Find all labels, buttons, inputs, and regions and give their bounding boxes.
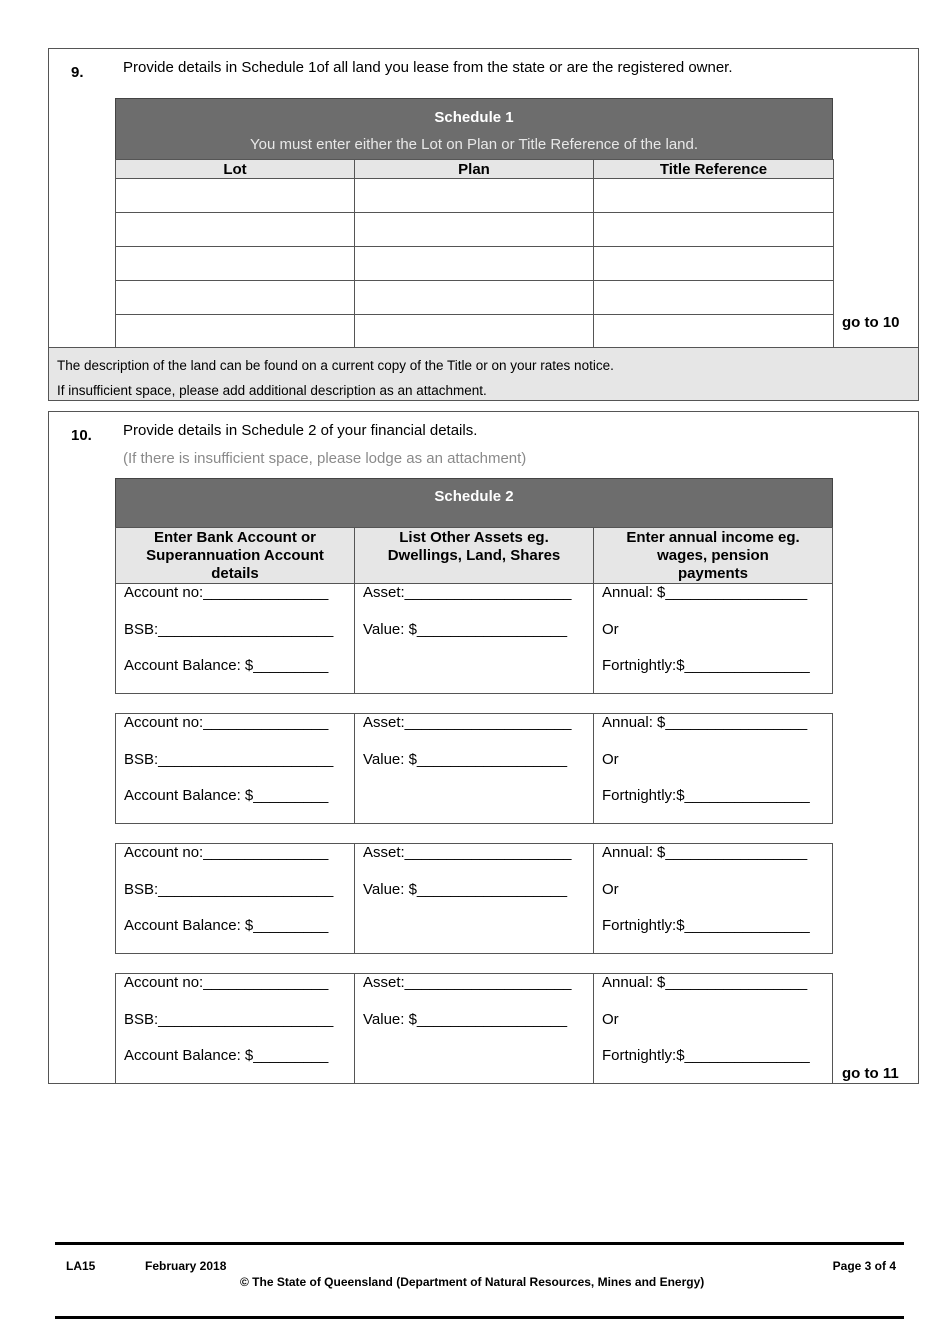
income-cell [594, 974, 832, 1083]
account-number-field[interactable]: Account no:_______________ [124, 714, 329, 731]
income-cell [594, 844, 832, 953]
asset-field[interactable]: Asset:____________________ [363, 844, 572, 861]
question-10-subtext: (If there is insufficient space, please lodge as an attachment) [123, 450, 527, 467]
question-10-number: 10. [71, 427, 92, 444]
land-description-note [48, 347, 919, 401]
asset-value-field[interactable]: Value: $__________________ [363, 620, 568, 638]
table-header-row [116, 160, 834, 179]
fortnightly-income-field[interactable]: Fortnightly:$_______________ [602, 1047, 810, 1064]
title-reference-input-5[interactable] [594, 315, 834, 349]
goto-10-instruction: go to 10 [842, 314, 900, 331]
or-label: Or [602, 620, 619, 638]
table-row [116, 315, 834, 349]
financial-details-block-2 [115, 713, 833, 824]
bsb-field[interactable]: BSB:_____________________ [124, 880, 334, 898]
fortnightly-income-field[interactable]: Fortnightly:$_______________ [602, 787, 810, 804]
note-line-2: If insufficient space, please add additional description as an attachment. [57, 383, 487, 398]
financial-details-block-1 [115, 583, 833, 694]
or-label: Or [602, 880, 619, 898]
annual-income-field[interactable]: Annual: $_________________ [602, 584, 808, 601]
annual-income-field[interactable]: Annual: $_________________ [602, 714, 808, 731]
footer-bottom-rule [55, 1316, 904, 1319]
schedule-1-table [115, 159, 834, 349]
schedule-1-title: Schedule 1 [434, 109, 514, 126]
asset-field[interactable]: Asset:____________________ [363, 974, 572, 991]
other-assets-cell [355, 844, 594, 953]
column-header-bank-account: Enter Bank Account or Superannuation Account details [115, 527, 355, 584]
form-code: LA15 [66, 1259, 96, 1273]
annual-income-field[interactable]: Annual: $_________________ [602, 974, 808, 991]
bsb-field[interactable]: BSB:_____________________ [124, 620, 334, 638]
other-assets-cell [355, 974, 594, 1083]
table-row [116, 247, 834, 281]
or-label: Or [602, 1010, 619, 1028]
fortnightly-income-field[interactable]: Fortnightly:$_______________ [602, 657, 810, 674]
table-row [116, 281, 834, 315]
bank-account-cell [116, 974, 355, 1083]
asset-field[interactable]: Asset:____________________ [363, 714, 572, 731]
question-9-text: Provide details in Schedule 1of all land you lease from the state or are the registered owner. [123, 59, 733, 76]
plan-input-2[interactable] [355, 213, 594, 247]
title-reference-input-4[interactable] [594, 281, 834, 315]
account-balance-field[interactable]: Account Balance: $_________ [124, 917, 329, 934]
question-10-text: Provide details in Schedule 2 of your financial details. [123, 422, 478, 439]
lot-input-4[interactable] [116, 281, 355, 315]
form-date: February 2018 [145, 1259, 227, 1273]
fortnightly-income-field[interactable]: Fortnightly:$_______________ [602, 917, 810, 934]
income-cell [594, 714, 832, 823]
asset-value-field[interactable]: Value: $__________________ [363, 880, 568, 898]
or-label: Or [602, 750, 619, 768]
schedule-2-header [115, 478, 833, 528]
bank-account-cell [116, 714, 355, 823]
page-number: Page 3 of 4 [832, 1259, 896, 1273]
plan-input-1[interactable] [355, 179, 594, 213]
schedule-1-subtitle: You must enter either the Lot on Plan or Title Reference of the land. [249, 136, 699, 153]
plan-input-4[interactable] [355, 281, 594, 315]
account-number-field[interactable]: Account no:_______________ [124, 844, 329, 861]
lot-input-5[interactable] [116, 315, 355, 349]
schedule-1-header [115, 98, 833, 160]
asset-value-field[interactable]: Value: $__________________ [363, 1010, 568, 1028]
schedule-2-title: Schedule 2 [434, 488, 514, 505]
title-reference-input-1[interactable] [594, 179, 834, 213]
bsb-field[interactable]: BSB:_____________________ [124, 750, 334, 768]
note-line-1: The description of the land can be found on a current copy of the Title or on your rates notice. [57, 358, 614, 373]
column-header-other-assets: List Other Assets eg. Dwellings, Land, Shares [354, 527, 594, 584]
plan-input-3[interactable] [355, 247, 594, 281]
column-header-annual-income: Enter annual income eg. wages, pension payments [593, 527, 833, 584]
other-assets-cell [355, 584, 594, 693]
account-balance-field[interactable]: Account Balance: $_________ [124, 657, 329, 674]
title-reference-input-3[interactable] [594, 247, 834, 281]
title-reference-input-2[interactable] [594, 213, 834, 247]
table-row [116, 179, 834, 213]
lot-input-1[interactable] [116, 179, 355, 213]
account-number-field[interactable]: Account no:_______________ [124, 584, 329, 601]
copyright-notice: © The State of Queensland (Department of Natural Resources, Mines and Energy) [240, 1275, 705, 1289]
account-balance-field[interactable]: Account Balance: $_________ [124, 787, 329, 804]
lot-input-3[interactable] [116, 247, 355, 281]
goto-11-instruction: go to 11 [842, 1065, 899, 1082]
column-header-plan: Plan [355, 160, 594, 179]
asset-value-field[interactable]: Value: $__________________ [363, 750, 568, 768]
financial-details-block-3 [115, 843, 833, 954]
financial-details-block-4 [115, 973, 833, 1084]
question-9-number: 9. [71, 64, 84, 81]
table-row [116, 213, 834, 247]
account-balance-field[interactable]: Account Balance: $_________ [124, 1047, 329, 1064]
footer-top-rule [55, 1242, 904, 1245]
column-header-title-reference: Title Reference [594, 160, 834, 179]
lot-input-2[interactable] [116, 213, 355, 247]
income-cell [594, 584, 832, 693]
bsb-field[interactable]: BSB:_____________________ [124, 1010, 334, 1028]
bank-account-cell [116, 844, 355, 953]
account-number-field[interactable]: Account no:_______________ [124, 974, 329, 991]
bank-account-cell [116, 584, 355, 693]
annual-income-field[interactable]: Annual: $_________________ [602, 844, 808, 861]
other-assets-cell [355, 714, 594, 823]
column-header-lot: Lot [116, 160, 355, 179]
plan-input-5[interactable] [355, 315, 594, 349]
asset-field[interactable]: Asset:____________________ [363, 584, 572, 601]
